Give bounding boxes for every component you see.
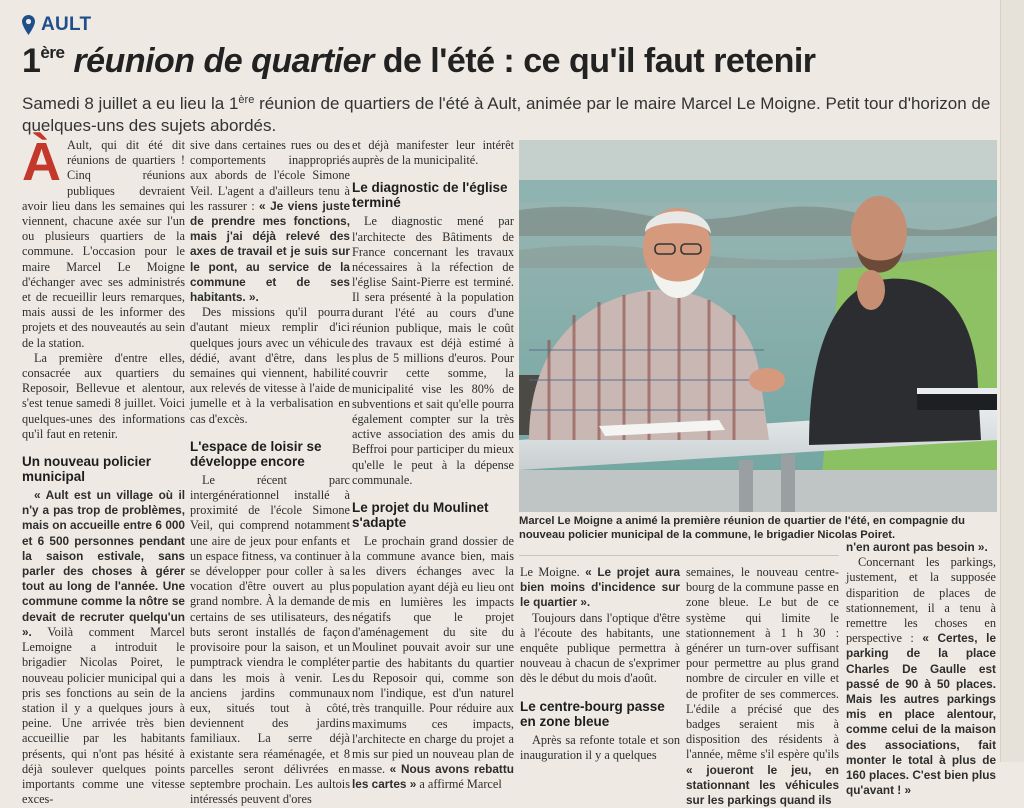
article-column-2 — [190, 138, 350, 807]
adjacent-page-strip — [1000, 0, 1024, 762]
paragraph: « Ault est un village où il n'y a pas trop de problèmes, mais on accueille entre 6 000 et 6 500 personnes pendant la saison estivale, sans parler des choses à gérer tout au long de l'année. Une commune comme la nôtre se devait de recruter quelqu'un ». Voilà comment Marcel Lemoigne a introduit le brigadier Nicolas Poiret, le nouveau policier municipal qui a pris ses fonctions au sein de la station il y a quelques jours à peine. Une arrivée très bien accueillie par les habitants présents, qui n'ont pas hésité à déjà soulever quelques points importants comme une vitesse exces- — [22, 488, 185, 807]
caption-divider — [519, 555, 839, 556]
article-column-3 — [352, 138, 514, 793]
paragraph: Toujours dans l'optique d'être à l'écoute des habitants, une enquête publique permettra à nouveau à chacun de s'exprimer dès le début du mois d'août. — [520, 610, 680, 686]
paragraph: À Ault, qui dit été dit réunions de quartiers ! Cinq réunions publiques devraient avoir lieu dans les semaines qui viennent, chacune axée sur l'un ou plusieurs quartiers de la commune. L'occasion pour le maire Marcel Le Moigne d'échanger avec ses administrés et de recueillir leurs remarques, mais aussi de les informer des projets et des nouveautés au sein de la station. — [22, 132, 185, 350]
location-label: AULT — [41, 14, 92, 35]
paragraph: Des missions qu'il pourra d'autant mieux remplir d'ici quelques jours avec un véhicule dédié, avant d'être, dans les semaines qui viennent, habilité aux relevés de vitesse à l'aide de jumelle et à la verbalisation en cas d'excès. — [190, 305, 350, 426]
location-pin-icon — [22, 15, 35, 35]
article-column-5 — [846, 540, 996, 798]
paragraph: Le diagnostic mené par l'architecte des Bâtiments de France concernant les travaux nécessaires à la réfection de l'église Saint-Pierre est terminé. Il sera présenté à la population durant l'été au cours d'une réunion publique, mais le coût des travaux est déjà estimé à plus de 5 millions d'euros. Pour couvrir cette somme, la municipalité vise les 80% de subventions et sait qu'elle pourra également compter sur la très active association des amis du Beffroi pour participer du mieux qu'elle le peut à la dépense communale. — [352, 214, 514, 487]
article-column-1 — [22, 132, 185, 807]
drop-cap: À — [22, 132, 61, 192]
page-title: 1ère réunion de quartier de l'été : ce qu'il faut retenir — [22, 42, 816, 80]
subheading-moulinet: Le projet du Moulinet s'adapte — [352, 500, 489, 531]
paragraph: Le prochain grand dossier de la commune avance bien, mais les divers échanges avec la population ayant déjà eu lieu ont mis en lumières les impacts négatifs que le projet d'aménagement du site du Moulinet pouvait avoir sur une partie des habitants du quartier du Reposoir qui, comme son nom l'indique, est d'un naturel très tranquille. Pour réduire aux maximums ces impacts, l'architecte en charge du projet a mis sur pied un nouveau plan de masse. « Nous avons rebattu les cartes » a affirmé Marcel — [352, 534, 514, 792]
paragraph: sive dans certaines rues ou des comportements inappropriés aux abords de l'école Simone Veil. L'agent a d'ailleurs tenu à les rassurer : « Je viens juste de prendre mes fonctions, mais j'ai déjà relevé des axes de travail et je suis sur le pont, au service de la commune et de ses habitants. ». — [190, 138, 351, 305]
article-photo — [519, 140, 997, 512]
article-column-4 — [686, 565, 839, 808]
photo-caption: Marcel Le Moigne a animé la première réunion de quartier de l'été, en compagnie du nouveau policier municipal de la commune, le brigadier Nicolas Poiret. — [519, 515, 965, 541]
paragraph: Concernant les parkings, justement, et la supposée disparition de places de stationnement, il a tenu à remettre les choses en perspective : « Certes, le parking de la place Charles De Gaulle est passé de 90 à 50 places. Mais les autres parkings mis en place alentour, comme celui de la maison des associations, fait monter le total à plus de 160 places. C'est bien plus qu'avant ! » — [846, 555, 997, 798]
article-lead: Samedi 8 juillet a eu lieu la 1ère réunion de quartiers de l'été à Ault, animée par le maire Marcel Le Moigne. Petit tour d'horizon de quelques-uns des sujets abordés. — [22, 94, 991, 135]
paragraph: et déjà manifester leur intérêt auprès de la municipalité. — [352, 138, 514, 168]
subheading-police: Un nouveau policier municipal — [22, 454, 152, 485]
paragraph: Après sa refonte totale et son inauguration il y a quelques — [520, 732, 680, 762]
section-header — [22, 14, 91, 36]
paragraph: Le Moigne. « Le projet aura bien moins d'incidence sur le quartier ». — [520, 565, 681, 610]
article-column-3b — [520, 565, 680, 763]
subheading-leisure: L'espace de loisir se développe encore — [190, 438, 322, 469]
paragraph: semaines, le nouveau centre-bourg de la commune passe en zone bleue. Le but de ce système qui limite le stationnement à 1 h 30 : générer un turn-over suffisant pour permettre au plus grand nombre de circuler en ville et de profiter de ses commerces. L'édile a précisé que des badges seraient mis à disposition des résidents à l'année, même s'il espère qu'ils « joueront le jeu, en stationnant les véhicules sur les parkings quand ils — [686, 565, 839, 808]
paragraph: La première d'entre elles, consacrée aux quartiers du Reposoir, Bellevue et alentour, s'est tenue samedi 8 juillet. Voici quelques-unes des informations qu'il faut en retenir. — [22, 350, 185, 441]
paragraph: n'en auront pas besoin ». — [846, 540, 988, 554]
subheading-blue-zone: Le centre-bourg passe en zone bleue — [520, 698, 665, 729]
paragraph: Le récent parc intergénérationnel installé à proximité de l'école Simone Veil, qui comprend notamment une aire de jeux pour enfants et un espace fitness, va continuer à se développer pour coller à sa vocation d'être ouvert au plus grand nombre. À la demande de certains de ses utilisateurs, des buts seront installés de façon provisoire pour la saison, et un pumptrack viendra le compléter dans les mois à venir. Les anciens jardins communaux eux, situés tout à côté, deviennent des jardins familiaux. La serre déjà existante sera réaménagée, et 8 parcelles seront délivrées en septembre prochain. Les aultois intéressés peuvent d'ores — [190, 472, 350, 807]
subheading-church: Le diagnostic de l'église terminé — [352, 180, 508, 211]
meeting-photo-illustration — [519, 140, 997, 512]
